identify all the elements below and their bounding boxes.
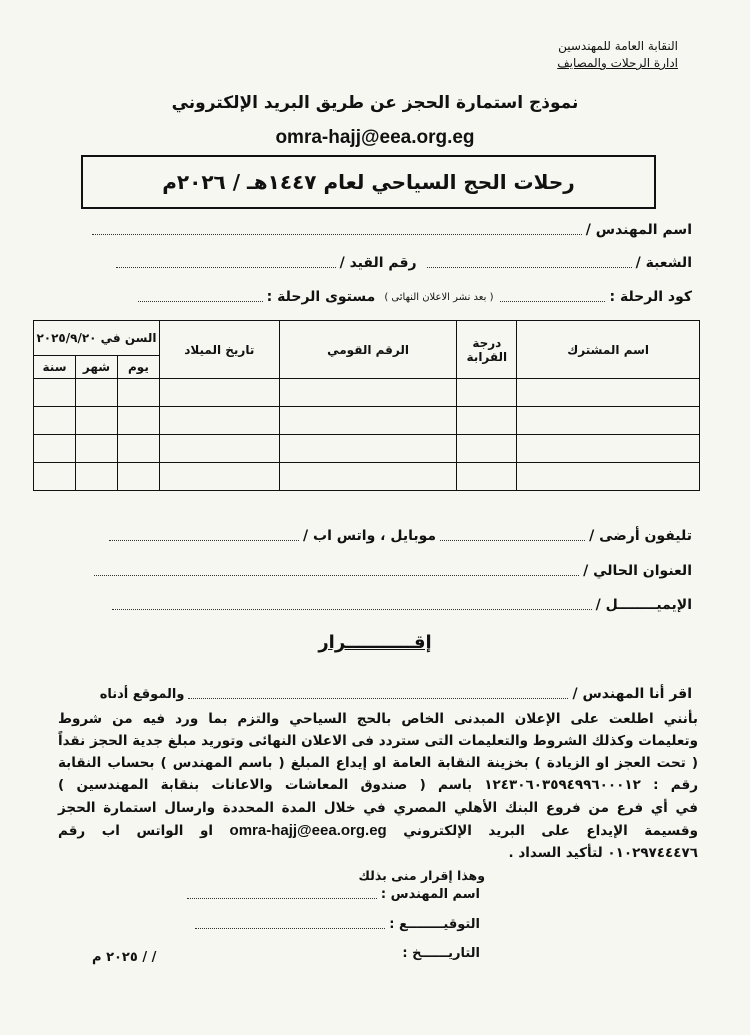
declaration-line-3: ( تحت العجز او الزيادة ) بخزينة النقابة العامة او إيداع المبلغ ( باسم المهندس ) بحساب النقابة <box>58 755 698 771</box>
birth-date-header: تاريخ الميلاد <box>159 321 279 379</box>
declaration-title: إقـــــــــــرار <box>318 632 432 653</box>
registration-no-label: رقم القيد / <box>339 255 417 271</box>
signature-name-field[interactable] <box>187 886 377 899</box>
email-label: الإيميــــــــل / <box>595 597 692 613</box>
division-row <box>112 255 692 271</box>
form-email: omra-hajj@eea.org.eg <box>275 127 475 148</box>
mobile-label: موبايل ، واتس اب / <box>303 528 437 544</box>
registration-no-field[interactable] <box>116 255 336 268</box>
table-row <box>34 407 700 435</box>
signed-below-label: والموقع أدناه <box>99 687 185 702</box>
declaration-line-6a: وقسيمة الإيداع على البريد الإلكتروني <box>403 823 699 839</box>
trip-code-field[interactable] <box>500 289 605 302</box>
mobile-field[interactable] <box>109 528 299 541</box>
address-label: العنوان الحالي / <box>583 563 692 579</box>
age-year-header: سنة <box>34 356 76 379</box>
trip-title-box <box>81 155 656 209</box>
trip-level-label: مستوى الرحلة : <box>266 289 376 305</box>
declaration-line-2: وتعليمات وكذلك الشروط والتعليمات التى ستردد فى الاعلان النهائى وتوريد مبلغ جدية الحجز نقداً <box>58 733 698 749</box>
table-row <box>34 379 700 407</box>
declaration-engineer-field[interactable] <box>188 686 568 699</box>
signature-name-label: اسم المهندس : <box>380 887 480 902</box>
email-field[interactable] <box>112 597 592 610</box>
email-row <box>108 597 692 613</box>
org-name: النقابة العامة للمهندسين <box>558 39 678 53</box>
declaration-name-row <box>100 686 692 702</box>
age-month-header: شهر <box>76 356 118 379</box>
phone-row <box>105 528 692 544</box>
date-field[interactable]: / / ٢٠٢٥ م <box>92 950 157 965</box>
after-notice-note: ( بعد نشر الاعلان النهائى ) <box>384 292 494 303</box>
declaration-line-7: ٠١٠٢٩٧٤٤٤٧٦ لتأكيد السداد . <box>508 845 698 861</box>
declaration-line-6b: او الواتس اب رقم <box>58 823 213 839</box>
table-row <box>34 435 700 463</box>
declaration-engineer-label: اقر أنا المهندس / <box>572 686 692 702</box>
age-day-header: يوم <box>117 356 159 379</box>
table-row <box>34 463 700 491</box>
age-header: السن في ٢٠٢٥/٩/٢٠ <box>34 321 160 356</box>
org-header <box>557 38 678 72</box>
trip-code-label: كود الرحلة : <box>609 289 692 305</box>
national-id-header: الرقم القومي <box>279 321 457 379</box>
signature-name-row <box>183 886 480 902</box>
declaration-line-1: بأنني اطلعت على الإعلان المبدنى الخاص بالحج السياحي والتزم بما ورد فيه من شروط <box>58 711 698 727</box>
trip-title: رحلات الحج السياحي لعام ١٤٤٧هـ / ٢٠٢٦م <box>162 170 575 194</box>
signature-label: التوقيــــــــع : <box>389 917 480 932</box>
declaration-confirm: وهذا إقرار منى بذلك <box>358 868 485 883</box>
landline-field[interactable] <box>440 528 585 541</box>
department-name: ادارة الرحلات والمصايف <box>557 56 678 70</box>
trip-code-row <box>134 289 692 305</box>
declaration-line-5: في أي فرع من فروع البنك الأهلي المصري في خلال المدة المحددة وارسال استمارة الحجز <box>58 800 698 816</box>
participant-name-header: اسم المشترك <box>517 321 700 379</box>
engineer-name-row <box>88 222 692 238</box>
engineer-name-field[interactable] <box>92 222 582 235</box>
relation-header: درجة القرابة <box>457 321 517 379</box>
address-field[interactable] <box>94 563 579 576</box>
date-label: التاريــــــخ : <box>402 946 480 961</box>
signature-field[interactable] <box>195 916 385 929</box>
address-row <box>90 563 692 579</box>
declaration-line-6 <box>58 822 698 839</box>
trip-level-field[interactable] <box>138 289 263 302</box>
signature-row <box>191 916 480 932</box>
division-field[interactable] <box>427 255 632 268</box>
division-label: الشعبة / <box>635 255 692 271</box>
form-title: نموذج استمارة الحجز عن طريق البريد الإلكتروني <box>171 93 579 113</box>
engineer-name-label: اسم المهندس / <box>585 222 692 238</box>
landline-label: تليفون أرضى / <box>589 528 692 544</box>
declaration-line-4: رقم : ١٢٤٣٠٦٠٣٥٩٤٩٩٦٠٠٠١٢ باسم ( صندوق المعاشات والاعانات بنقابة المهندسين ) <box>58 777 698 793</box>
date-row <box>402 946 480 961</box>
participants-table <box>33 320 700 491</box>
declaration-email: omra-hajj@eea.org.eg <box>229 822 387 839</box>
